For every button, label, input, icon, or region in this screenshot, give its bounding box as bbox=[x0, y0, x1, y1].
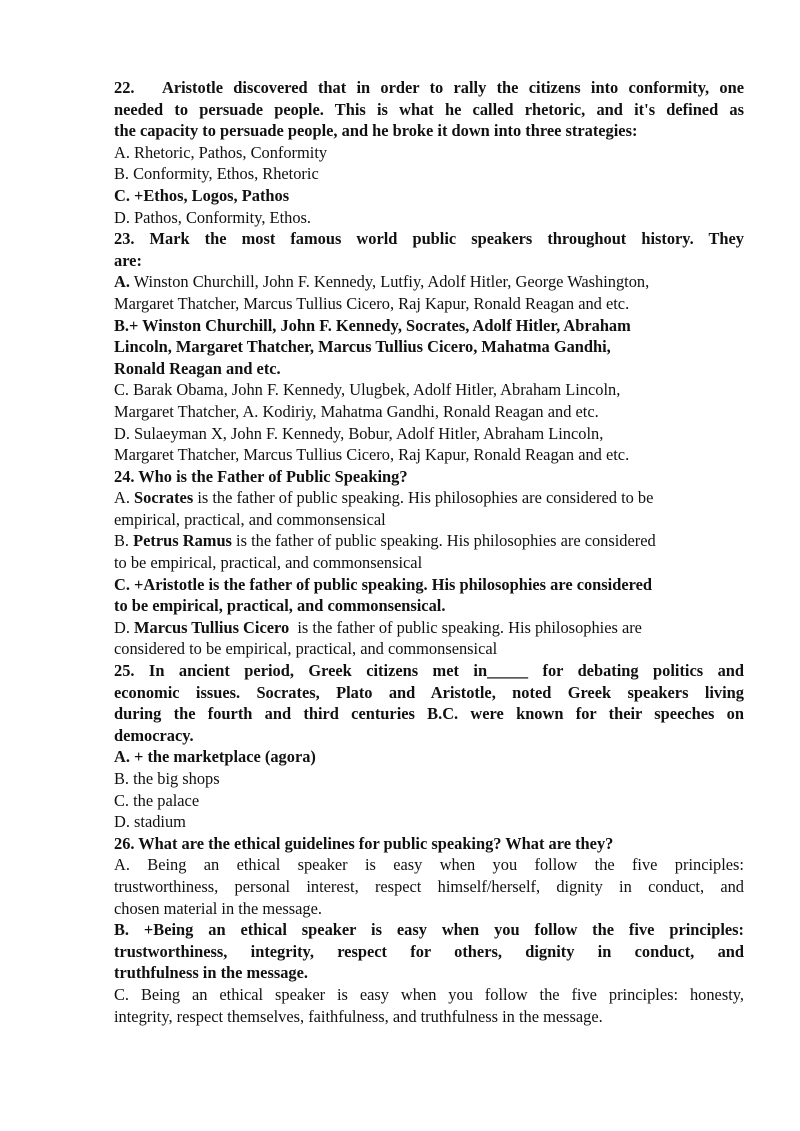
question-22-option-a: A. Rhetoric, Pathos, Conformity bbox=[114, 142, 328, 162]
question-25-line-2: economic issues. Socrates, Plato and Aristotle, noted Greek speakers living bbox=[114, 682, 744, 702]
option-name: Marcus Tullius Cicero bbox=[134, 617, 290, 637]
question-25-option-b: B. the big shops bbox=[114, 769, 220, 788]
document-page bbox=[114, 77, 744, 1027]
question-25-option-c: C. the palace bbox=[114, 790, 200, 810]
question-22-text: Aristotle discovered that in order to rally the citizens into conformity, one bbox=[162, 78, 744, 97]
question-24-option-b-line-2: to be empirical, practical, and commonsensical bbox=[114, 553, 423, 573]
question-23-option-b-line-3: Ronald Reagan and etc. bbox=[114, 358, 281, 378]
question-26-option-c-line-2: integrity, respect themselves, faithfulness, and truthfulness in the message. bbox=[114, 1006, 603, 1026]
question-23-option-a-line-1 bbox=[114, 271, 744, 293]
question-26-option-a-line-2: trustworthiness, personal interest, respect himself/herself, dignity in conduct, and bbox=[114, 876, 744, 896]
question-22-line-1 bbox=[114, 77, 744, 99]
question-23-option-a-line-2: Margaret Thatcher, Marcus Tullius Cicero, Raj Kapur, Ronald Reagan and etc. bbox=[114, 293, 630, 313]
question-24-option-a-line-1 bbox=[114, 487, 744, 509]
option-text: Winston Churchill, John F. Kennedy, Lutfiy, Adolf Hitler, George Washington, bbox=[129, 272, 650, 292]
question-24-option-a-line-2: empirical, practical, and commonsensical bbox=[114, 509, 386, 529]
question-24-option-b-line-1 bbox=[114, 530, 744, 552]
question-22-line-2: needed to persuade people. This is what he called rhetoric, and it's defined as bbox=[114, 99, 744, 119]
question-24-option-d-line-2: considered to be empirical, practical, and commonsensical bbox=[114, 639, 498, 659]
question-22-line-3: the capacity to persuade people, and he broke it down into three strategies: bbox=[114, 121, 638, 141]
question-22 bbox=[114, 77, 744, 228]
question-23-line-1: 23. Mark the most famous world public speakers throughout history. They bbox=[114, 229, 744, 249]
question-23-option-b-line-2: Lincoln, Margaret Thatcher, Marcus Tullius Cicero, Mahatma Gandhi, bbox=[114, 337, 611, 357]
question-25-option-a: A. + the marketplace (agora) bbox=[114, 747, 316, 767]
question-22-option-d: D. Pathos, Conformity, Ethos. bbox=[114, 207, 311, 227]
question-23 bbox=[114, 228, 744, 466]
option-letter: A. bbox=[114, 272, 130, 292]
question-23-option-c-line-2: Margaret Thatcher, A. Kodiriy, Mahatma Gandhi, Ronald Reagan and etc. bbox=[114, 401, 599, 421]
question-25-line-1: 25. In ancient period, Greek citizens met in_____ for debating politics and bbox=[114, 661, 744, 681]
question-26-text: 26. What are the ethical guidelines for public speaking? What are they? bbox=[114, 833, 614, 853]
question-26-option-a-line-1: A. Being an ethical speaker is easy when you follow the five principles: bbox=[114, 855, 744, 875]
question-22-option-b: B. Conformity, Ethos, Rhetoric bbox=[114, 164, 319, 184]
option-prefix: A. bbox=[114, 488, 135, 508]
question-25-option-d: D. stadium bbox=[114, 812, 186, 832]
option-prefix: B. bbox=[114, 531, 134, 551]
question-24-text: 24. Who is the Father of Public Speaking? bbox=[114, 466, 408, 486]
question-25 bbox=[114, 660, 744, 833]
question-24 bbox=[114, 466, 744, 660]
question-26-option-b-line-3: truthfulness in the message. bbox=[114, 963, 308, 983]
question-25-line-4: democracy. bbox=[114, 725, 194, 745]
option-prefix: D. bbox=[114, 617, 135, 637]
question-23-option-d-line-2: Margaret Thatcher, Marcus Tullius Cicero, Raj Kapur, Ronald Reagan and etc. bbox=[114, 445, 630, 465]
question-23-line-2: are: bbox=[114, 250, 142, 270]
question-26-option-b-line-2: trustworthiness, integrity, respect for others, dignity in conduct, and bbox=[114, 941, 744, 961]
option-text: is the father of public speaking. His philosophies are considered bbox=[231, 531, 656, 551]
question-22-number: 22. bbox=[114, 78, 135, 97]
question-25-line-3: during the fourth and third centuries B.C. were known for their speeches on bbox=[114, 704, 744, 724]
option-text: is the father of public speaking. His philosophies are considered to be bbox=[193, 488, 654, 508]
question-23-option-b-line-1: B.+ Winston Churchill, John F. Kennedy, Socrates, Adolf Hitler, Abraham bbox=[114, 315, 631, 335]
question-26-option-a-line-3: chosen material in the message. bbox=[114, 898, 322, 918]
question-23-option-d-line-1: D. Sulaeyman X, John F. Kennedy, Bobur, Adolf Hitler, Abraham Lincoln, bbox=[114, 423, 604, 443]
option-text: is the father of public speaking. His philosophies are bbox=[289, 617, 642, 637]
question-24-option-c-line-2: to be empirical, practical, and commonsensical. bbox=[114, 596, 446, 616]
question-26 bbox=[114, 833, 744, 1027]
question-26-option-b-line-1: B. +Being an ethical speaker is easy when you follow the five principles: bbox=[114, 920, 744, 940]
question-23-option-c-line-1: C. Barak Obama, John F. Kennedy, Ulugbek, Adolf Hitler, Abraham Lincoln, bbox=[114, 380, 621, 400]
option-name: Socrates bbox=[134, 488, 194, 508]
question-24-option-d-line-1 bbox=[114, 617, 744, 639]
question-24-option-c-line-1: C. +Aristotle is the father of public speaking. His philosophies are considered bbox=[114, 574, 652, 594]
question-26-option-c-line-1: C. Being an ethical speaker is easy when you follow the five principles: honesty, bbox=[114, 984, 744, 1004]
question-22-option-c: C. +Ethos, Logos, Pathos bbox=[114, 185, 290, 205]
option-name: Petrus Ramus bbox=[133, 531, 232, 551]
